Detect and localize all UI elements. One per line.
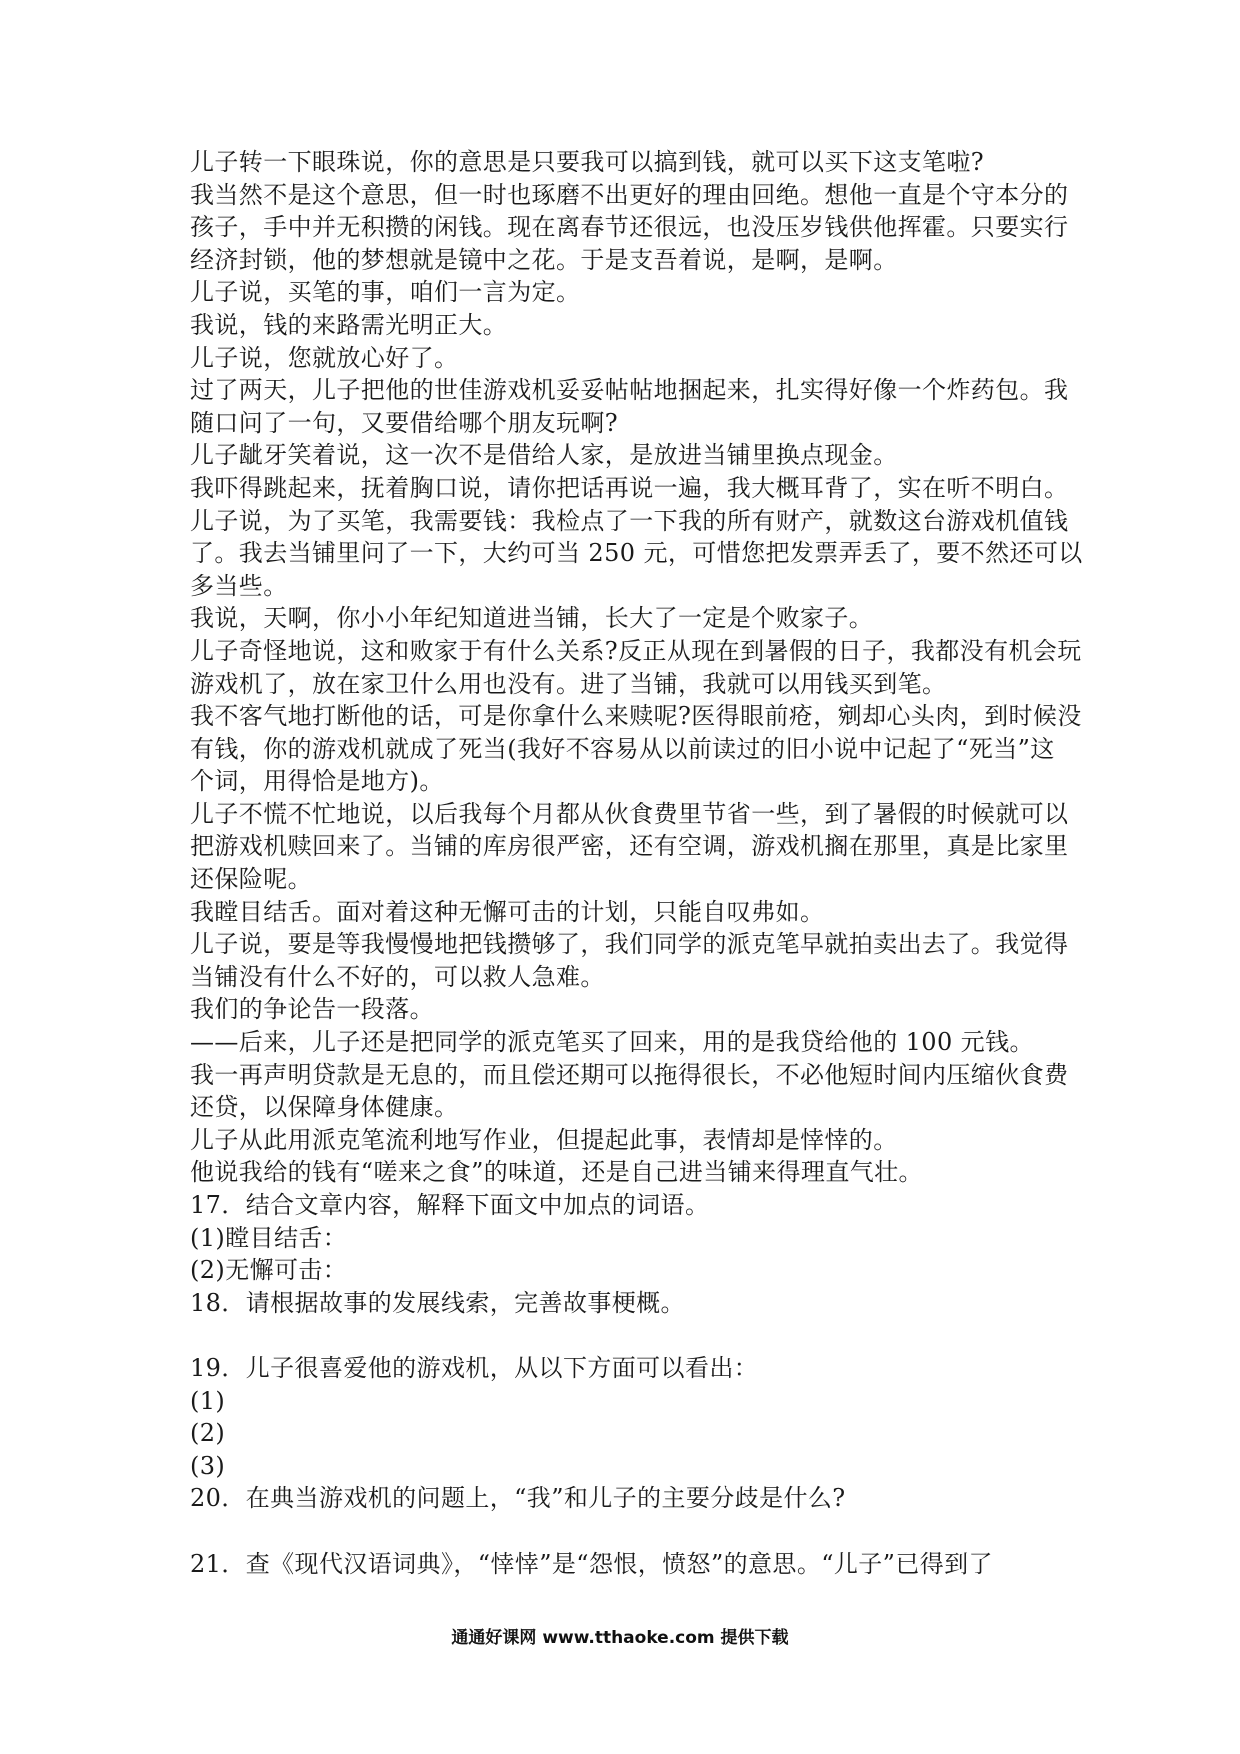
text-line: 儿子说，为了买笔，我需要钱：我检点了一下我的所有财产，就数这台游戏机值钱 (190, 506, 1069, 535)
text-line: 我一再声明贷款是无息的，而且偿还期可以拖得很长，不必他短时间内压缩伙食费 (190, 1060, 1069, 1089)
text-line: 儿子说，买笔的事，咱们一言为定。 (190, 278, 581, 307)
text-line: 还保险呢。 (190, 865, 312, 894)
question-19-item-2: (2) (190, 1419, 226, 1448)
page-footer: 通通好课网 www.tthaoke.com 提供下载 (451, 1628, 789, 1648)
text-line: 经济封锁，他的梦想就是镜中之花。于是支吾着说，是啊，是啊。 (190, 245, 898, 274)
question-20: 20．在典当游戏机的问题上，“我”和儿子的主要分歧是什么? (190, 1484, 846, 1513)
text-line: 儿子不慌不忙地说，以后我每个月都从伙食费里节省一些，到了暑假的时候就可以 (190, 799, 1069, 828)
text-line: 我说，钱的来路需光明正大。 (190, 310, 508, 339)
document-body (190, 146, 1083, 1580)
blank-line (190, 1319, 1060, 1352)
text-line: 还贷，以保障身体健康。 (190, 1093, 459, 1122)
text-line: 个词，用得恰是地方)。 (190, 767, 444, 796)
text-line: 多当些。 (190, 571, 288, 600)
text-line: 孩子，手中并无积攒的闲钱。现在离春节还很远，也没压岁钱供他挥霍。只要实行 (190, 213, 1069, 242)
question-19-item-3: (3) (190, 1451, 226, 1480)
text-line: 了。我去当铺里问了一下，大约可当 250 元，可惜您把发票弄丢了，要不然还可以 (190, 539, 1083, 568)
text-line: 他说我给的钱有“嗟来之食”的味道，还是自己进当铺来得理直气壮。 (190, 1158, 923, 1187)
text-line: 我吓得跳起来，抚着胸口说，请你把话再说一遍，我大概耳背了，实在听不明白。 (190, 473, 1069, 502)
text-line: 游戏机了，放在家卫什么用也没有。进了当铺，我就可以用钱买到笔。 (190, 669, 947, 698)
question-17-item-2: (2)无懈可击： (190, 1256, 348, 1285)
text-line: 过了两天，儿子把他的世佳游戏机妥妥帖帖地捆起来，扎实得好像一个炸药包。我 (190, 376, 1069, 405)
text-line: 儿子奇怪地说，这和败家于有什么关系?反正从现在到暑假的日子，我都没有机会玩 (190, 636, 1082, 665)
text-line: 我说，天啊，你小小年纪知道进当铺，长大了一定是个败家子。 (190, 604, 874, 633)
question-17-item-1: (1)瞠目结舌： (190, 1223, 348, 1252)
question-18: 18．请根据故事的发展线索，完善故事梗概。 (190, 1288, 685, 1317)
text-line: 儿子说，要是等我慢慢地把钱攒够了，我们同学的派克笔早就拍卖出去了。我觉得 (190, 930, 1069, 959)
text-line: 我当然不是这个意思，但一时也琢磨不出更好的理由回绝。想他一直是个守本分的 (190, 180, 1069, 209)
question-17: 17．结合文章内容，解释下面文中加点的词语。 (190, 1191, 710, 1219)
text-line: 随口问了一句，又要借给哪个朋友玩啊? (190, 408, 619, 437)
text-line: 我不客气地打断他的话，可是你拿什么来赎呢?医得眼前疮，剜却心头肉，到时候没 (190, 702, 1082, 731)
text-line: 儿子转一下眼珠说，你的意思是只要我可以搞到钱，就可以买下这支笔啦? (190, 148, 985, 176)
text-line: ——后来，儿子还是把同学的派克笔买了回来，用的是我贷给他的 100 元钱。 (190, 1028, 1034, 1057)
text-line: 有钱，你的游戏机就成了死当(我好不容易从以前读过的旧小说中记起了“死当”这 (190, 734, 1055, 763)
text-line: 当铺没有什么不好的，可以救人急难。 (190, 962, 605, 991)
question-19: 19．儿子很喜爱他的游戏机，从以下方面可以看出： (190, 1353, 759, 1382)
text-line: 儿子龇牙笑着说，这一次不是借给人家，是放进当铺里换点现金。 (190, 441, 898, 470)
question-19-item-1: (1) (190, 1386, 226, 1415)
text-line: 我们的争论告一段落。 (190, 995, 434, 1024)
question-21: 21．查《现代汉语词典》，“悻悻”是“怨恨，愤怒”的意思。“儿子”已得到了 (190, 1549, 993, 1578)
text-line: 把游戏机赎回来了。当铺的库房很严密，还有空调，游戏机搁在那里，真是比家里 (190, 832, 1069, 861)
text-line: 我瞠目结舌。面对着这种无懈可击的计划，只能自叹弗如。 (190, 897, 825, 926)
blank-line (190, 1515, 1060, 1548)
text-line: 儿子从此用派克笔流利地写作业，但提起此事，表情却是悻悻的。 (190, 1125, 898, 1154)
text-line: 儿子说，您就放心好了。 (190, 343, 459, 372)
